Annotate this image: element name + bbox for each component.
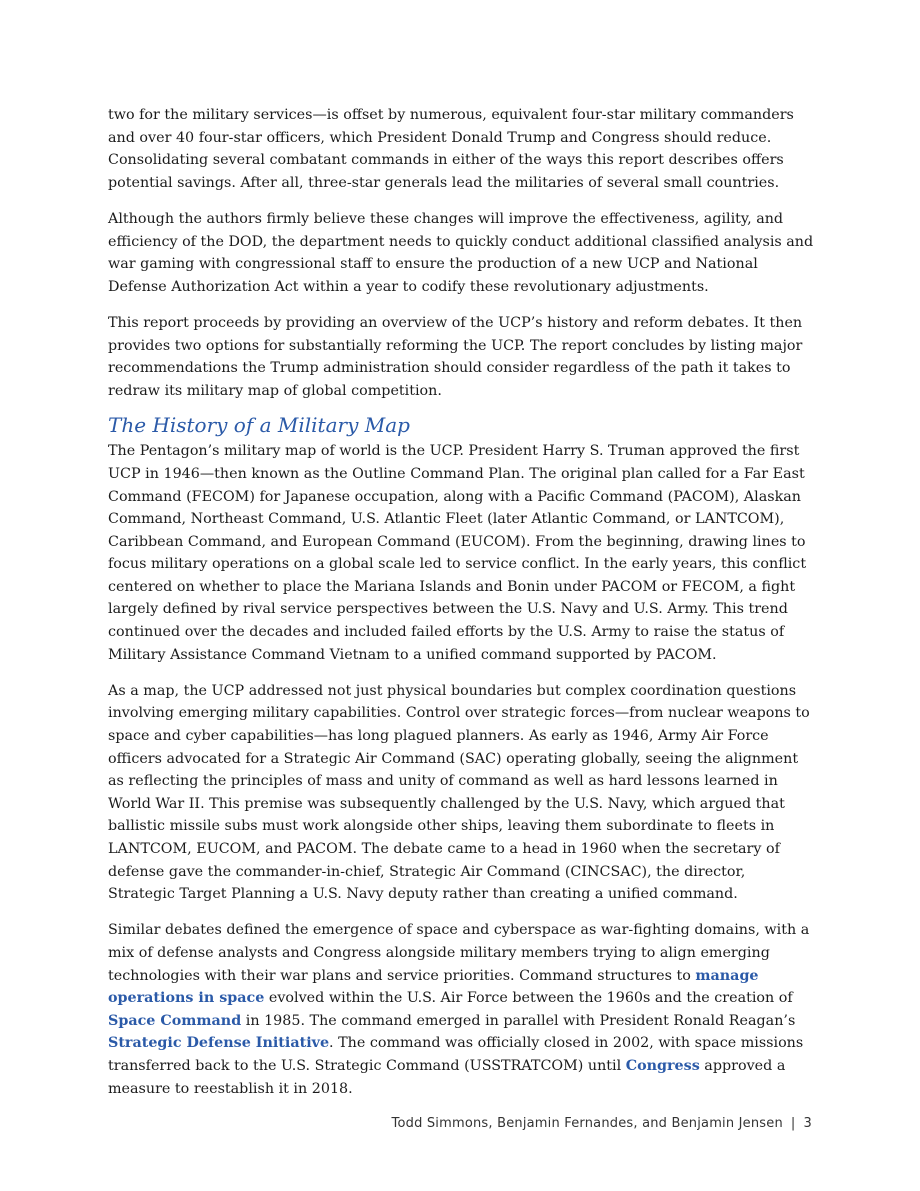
link-manage-operations-in-space[interactable]: manage operations in space xyxy=(108,967,759,1007)
page-number: 3 xyxy=(803,1116,812,1131)
page-footer xyxy=(392,1116,812,1131)
link-space-command[interactable]: Space Command xyxy=(108,1012,242,1029)
link-congress[interactable]: Congress xyxy=(625,1057,700,1074)
paragraph-1: two for the military services—is offset by numerous, equivalent four-star military commanders and over 40 four-star officers, which President Donald Trump and Congress should reduce. Consolidating several combatant commands in either of the ways this report describes offers potential savings. After all, three-star generals lead the militaries of several small countries. xyxy=(108,107,794,191)
section-heading: The History of a Military Map xyxy=(108,413,410,438)
footer-separator: | xyxy=(790,1116,796,1131)
footer-authors: Todd Simmons, Benjamin Fernandes, and Benjamin Jensen xyxy=(391,1116,783,1131)
link-strategic-defense-initiative[interactable]: Strategic Defense Initiative xyxy=(108,1035,330,1052)
paragraph-3: This report proceeds by providing an overview of the UCP’s history and reform debates. It then provides two options for substantially reforming the UCP. The report concludes by listing major recommendations the Trump administration should consider regardless of the path it takes to redraw its military map of global competition. xyxy=(108,314,803,399)
text-span: . The command was officially closed in 2002, with space missions transferred back to the U.S. Strategic Command (USSTRATCOM) until xyxy=(108,1035,804,1074)
history-paragraph-2: As a map, the UCP addressed not just physical boundaries but complex coordination questions involving emerging military capabilities. Control over strategic forces—from nuclear weapons to space and cyber capabilities—has long plagued planners. As early as 1946, Army Air Force officers advocated for a Strategic Air Command (SAC) operating globally, seeing the alignment as reflecting the principles of mass and unity of command as well as hard lessons learned in World War II. This premise was subsequently challenged by the U.S. Navy, which argued that ballistic missile subs must work alongside other ships, leaving them subordinate to fleets in LANTCOM, EUCOM, and PACOM. The debate came to a head in 1960 when the secretary of defense gave the commander-in-chief, Strategic Air Command (CINCSAC), the director, Strategic Target Planning a U.S. Navy deputy rather than creating a unified command. xyxy=(108,682,810,903)
text-span: approved a measure to reestablish it in 2018. xyxy=(108,1057,786,1097)
paragraph-2: Although the authors firmly believe these changes will improve the effectiveness, agility, and efficiency of the DOD, the department needs to quickly conduct additional classified analysis and war gaming with congressional staff to ensure the production of a new UCP and National Defense Authorization Act within a year to codify these revolutionary adjustments. xyxy=(108,210,814,295)
text-span: Similar debates defined the emergence of space and cyberspace as war-fighting domains, with a mix of defense analysts and Congress alongside military members trying to align emerging technologies with their war plans and service priorities. Command structures to xyxy=(108,922,810,984)
body-text xyxy=(108,104,816,1114)
history-paragraph-3 xyxy=(108,919,816,1100)
history-paragraph-1: The Pentagon’s military map of world is the UCP. President Harry S. Truman approved the first UCP in 1946—then known as the Outline Command Plan. The original plan called for a Far East Command (FECOM) for Japanese occupation, along with a Pacific Command (PACOM), Alaskan Command, Northeast Command, U.S. Atlantic Fleet (later Atlantic Command, or LANTCOM), Caribbean Command, and European Command (EUCOM). From the beginning, drawing lines to focus military operations on a global scale led to service conflict. In the early years, this conflict centered on whether to place the Mariana Islands and Bonin under PACOM or FECOM, a fight largely defined by rival service perspectives between the U.S. Navy and U.S. Army. This trend continued over the decades and included failed efforts by the U.S. Army to raise the status of Military Assistance Command Vietnam to a unified command supported by PACOM. xyxy=(108,443,807,663)
text-span: in 1985. The command emerged in parallel with President Ronald Reagan’s xyxy=(241,1012,796,1029)
text-span: evolved within the U.S. Air Force between the 1960s and the creation of xyxy=(264,990,793,1007)
